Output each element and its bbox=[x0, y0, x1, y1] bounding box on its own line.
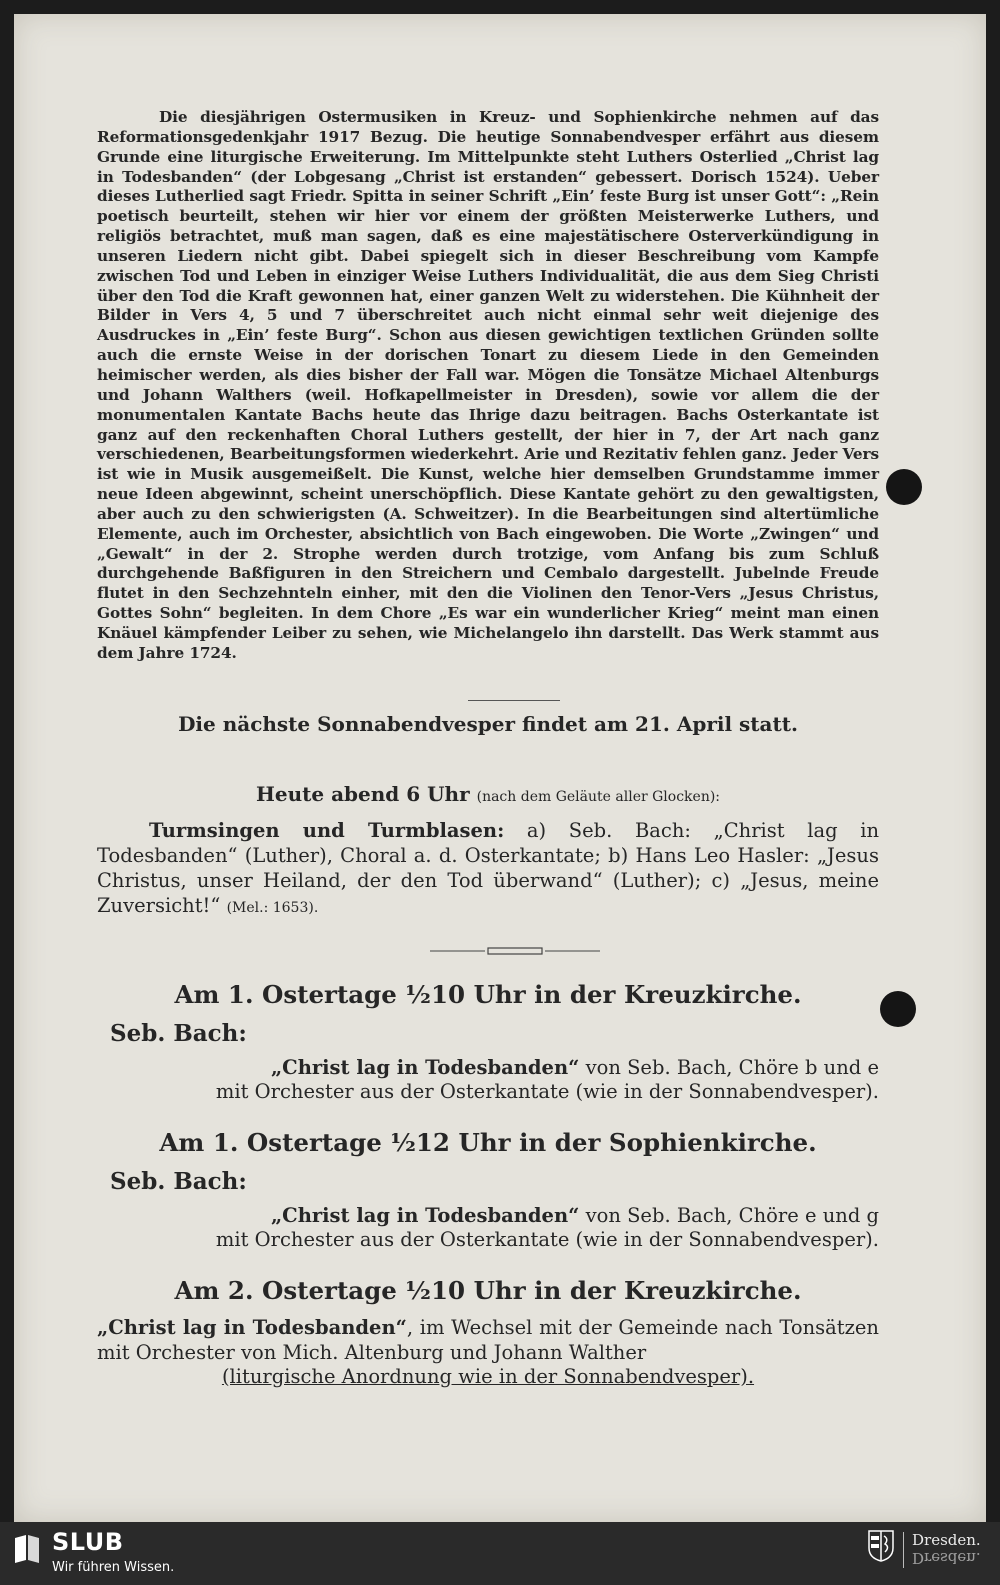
tonight-title: Heute abend 6 Uhr bbox=[255, 782, 470, 806]
slub-tagline: Wir führen Wissen. bbox=[52, 1560, 175, 1575]
section2-composer: Seb. Bach: bbox=[110, 1168, 247, 1195]
section1-composer: Seb. Bach: bbox=[110, 1020, 247, 1047]
section3-work-note: (liturgische Anordnung wie in der Sonnabendvesper). bbox=[221, 1365, 755, 1388]
dresden-wordmark[interactable] bbox=[912, 1532, 981, 1566]
tower-label: Turmsingen und Turmblasen: bbox=[149, 819, 505, 842]
section1-work-rest: von Seb. Bach, Chöre b und e bbox=[585, 1056, 879, 1079]
section2-title: Am 1. Ostertage ½12 Uhr in der Sophienkirche. bbox=[159, 1128, 817, 1157]
dresden-crest-icon[interactable] bbox=[868, 1530, 894, 1562]
punch-hole-upper bbox=[886, 469, 922, 505]
tower-melody-note: (Mel.: 1653). bbox=[226, 900, 319, 916]
section1-work-line2: mit Orchester aus der Osterkantate (wie in der Sonnabendvesper). bbox=[215, 1080, 879, 1103]
section2-work-line2: mit Orchester aus der Osterkantate (wie in der Sonnabendvesper). bbox=[215, 1228, 879, 1251]
slub-name[interactable]: SLUB bbox=[52, 1528, 124, 1556]
footer-separator bbox=[903, 1532, 904, 1568]
tonight-heading bbox=[97, 782, 879, 806]
dresden-line2: Dresden. bbox=[912, 1549, 981, 1567]
slub-book-icon[interactable] bbox=[12, 1532, 42, 1564]
section3-work-rest: , im Wechsel mit der Gemeinde nach Tonsätzen mit Orchester von Mich. Altenburg und Johann Walther bbox=[97, 1316, 879, 1364]
tower-program bbox=[97, 818, 879, 921]
tonight-note: (nach dem Geläute aller Glocken): bbox=[476, 789, 721, 805]
tower-text: a) Seb. Bach: „Christ lag in Todesbanden“ (Luther), Choral a. d. Osterkantate; b) Hans Leo Hasler: „Jesus Christus, unser Heiland, der den Tod überwand“ (Luther); c) „Jesus, meine Zuversicht!“ bbox=[97, 819, 879, 917]
section3-title: Am 2. Ostertage ½10 Uhr in der Kreuzkirche. bbox=[174, 1276, 802, 1305]
short-divider bbox=[468, 700, 560, 701]
section1-work-title: „Christ lag in Todesbanden“ bbox=[270, 1056, 580, 1079]
section1-title: Am 1. Ostertage ½10 Uhr in der Kreuzkirche. bbox=[174, 980, 802, 1009]
section2-work-title: „Christ lag in Todesbanden“ bbox=[270, 1204, 580, 1227]
section3-work bbox=[97, 1316, 879, 1390]
ornament-divider bbox=[430, 947, 600, 955]
footer-bar bbox=[0, 1522, 1000, 1585]
next-vesper-notice: Die nächste Sonnabendvesper findet am 21. April statt. bbox=[178, 712, 798, 736]
section2-work bbox=[97, 1204, 879, 1252]
section1-work bbox=[97, 1056, 879, 1104]
intro-paragraph bbox=[97, 108, 879, 664]
dresden-line1: Dresden. bbox=[912, 1531, 981, 1549]
section3-work-title: „Christ lag in Todesbanden“ bbox=[97, 1316, 407, 1339]
intro-text: Die diesjährigen Ostermusiken in Kreuz- und Sophienkirche nehmen auf das Reformationsgedenkjahr 1917 Bezug. Die heutige Sonnabendvesper erfährt aus diesem Grunde eine liturgische Erweiterung. Im Mittelpunkte steht Luthers Osterlied „Christ lag in Todesbanden“ (der Lobgesang „Christ ist erstanden“ gebessert. Dorisch 1524). Ueber dieses Lutherlied sagt Friedr. Spitta in seiner Schrift „Ein’ feste Burg ist unser Gott“: „Rein poetisch beurteilt, stehen wir hier vor einem der größten Meisterwerke Luthers, und religiös betrachtet, muß man sagen, daß es eine majestätischere Osterverkündigung in unseren Liedern nicht gibt. Dabei spiegelt sich in dieser Beschreibung vom Kampfe zwischen Tod und Leben in einziger Weise Luthers Individualität, die aus dem Sieg Christi über den Tod die Kraft gewonnen hat, einer ganzen Welt zu widerstehen. Die Kühnheit der Bilder in Vers 4, 5 und 7 überschreitet auch nicht einmal sehr weit diejenige des Ausdruckes in „Ein’ feste Burg“. Schon aus diesen gewichtigen textlichen Gründen sollte auch die ernste Weise in der dorischen Tonart zu diesem Liede in den Gemeinden heimischer werden, als dies bisher der Fall war. Mögen die Tonsätze Michael Altenburgs und Johann Walthers (weil. Hofkapellmeister in Dresden), sowie vor allem die der monumentalen Kantate Bachs heute das Ihrige dazu beitragen. Bachs Osterkantate ist ganz auf den reckenhaften Choral Luthers gestellt, der hier in 7, der Art nach ganz verschiedenen, Bearbeitungsformen wiederkehrt. Arie und Rezitativ fehlen ganz. Jeder Vers ist wie in Musik ausgemeißelt. Die Kunst, welche hier demselben Grundstamme immer neue Ideen abgewinnt, scheint unerschöpflich. Diese Kantate gehört zu den gewaltigsten, aber auch zu den schwierigsten (A. Schweitzer). In die Bearbeitungen sind altertümliche Elemente, auch im Orchester, absichtlich von Bach eingewoben. Die Worte „Zwingen“ und „Gewalt“ in der 2. Strophe werden durch trotzige, vom Anfang bis zum Schluß durchgehende Baßfiguren in den Streichern und Cembalo dargestellt. Jubelnde Freude flutet in den Sechzehnteln einher, mit den die Violinen den Tenor-Vers „Jesus Christus, Gottes Sohn“ begleiten. In dem Chore „Es war ein wunderlicher Krieg“ meint man einen Knäuel kämpfender Leiber zu sehen, wie Michelangelo ihn darstellt. Das Werk stammt aus dem Jahre 1724. bbox=[97, 108, 879, 662]
section2-work-rest: von Seb. Bach, Chöre e und g bbox=[585, 1204, 879, 1227]
